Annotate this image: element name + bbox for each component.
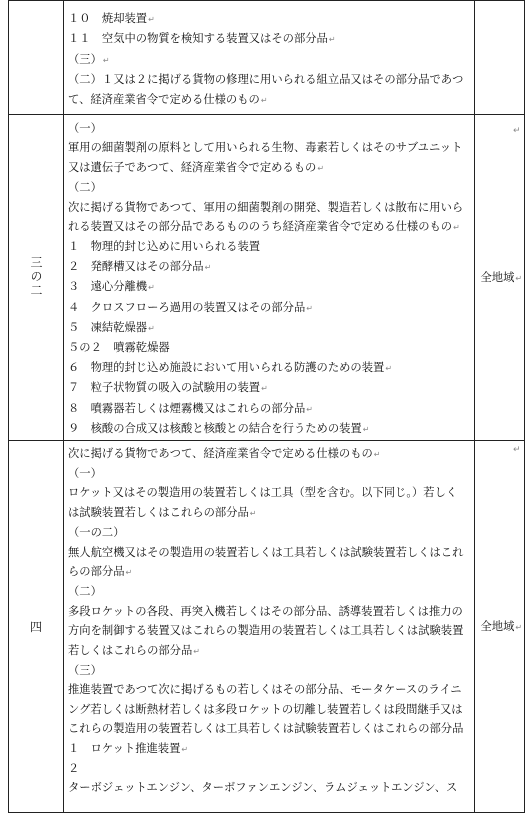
text-line: れる装置又はその部分品であるもののうち経済産業省令で定める仕様のもの↵ [68,220,460,234]
text-line: 方向を制御する装置又はこれらの製造用の装置若しくは工具若しくは試験装置 [68,624,464,638]
paragraph-mark-icon: ↵ [260,95,268,105]
text-line: ５ 凍結乾燥器↵ [68,321,155,335]
paragraph-mark-icon: ↵ [385,363,393,373]
text-line: ４ クロスフローろ過用の装置又はその部分品↵ [68,300,313,314]
text-line: ３ 遠心分離機↵ [68,280,155,294]
paragraph-mark-icon: ↵ [193,646,200,656]
paragraph-mark-icon: ↵ [515,274,523,284]
applicable-region: 全地域↵ [480,620,523,633]
area-cell [474,1,525,115]
text-line: （二）１又は２に掲げる貨物の修理に用いられる組立品又はその部分品であつ [68,73,464,87]
row-number-cell [9,440,64,812]
paragraph-mark-icon: ↵ [362,425,370,435]
text-line: ターボジェットエンジン、ターボファンエンジン、ラムジェットエンジン、ス [68,781,458,795]
text-line: らの部分品↵ [68,564,133,578]
text-line: 推進装置であつて次に掲げるもの若しくはその部分品、モータケースのライニ [68,683,462,697]
text-line: 又は遺伝子であつて、経済産業省令で定めるもの↵ [68,160,325,174]
text-line: ５の２ 噴霧乾燥器 [68,341,170,355]
text-line: ７ 粒子状物質の吸入の試験用の装置↵ [68,381,268,395]
text-line: ロケット又はその製造用の装置若しくは工具（型を含む。以下同じ。）若しく [68,486,458,500]
text-line: ９ 核酸の合成又は核酸と核酸との結合を行うための装置↵ [68,422,370,436]
row-body-cell [64,115,475,441]
paragraph-mark-icon: ↵ [306,404,313,414]
paragraph-mark-icon: ↵ [148,324,155,334]
text-line: （二） [68,585,102,599]
text-line: １ 物理的封じ込めに用いられる装置 [68,240,261,254]
paragraph-mark-icon: ↵ [373,449,381,459]
paragraph-mark-icon: ↵ [306,303,313,313]
paragraph-mark-icon: ↵ [148,283,155,293]
paragraph-mark-icon: ↵ [249,508,257,518]
paragraph-mark-icon: ↵ [317,163,325,173]
text-line: （一の二） [68,526,125,540]
text-line: （一） [68,122,102,135]
text-line: 次に掲げる貨物であつて、経済産業省令で定める仕様のもの↵ [68,446,381,460]
text-line: 多段ロケットの各段、再突入機若しくはその部分品、誘導装置若しくは推力の [68,604,463,618]
text-line: これらの製造用の装置若しくは工具若しくは試験装置若しくはこれらの部分品 [68,722,464,736]
text-line: 次に掲げる貨物であつて、軍用の細菌製剤の開発、製造若しくは散布に用いら [68,200,464,214]
text-line: （一） [68,466,102,480]
text-line: 軍用の細菌製剤の原料として用いられる生物、毒素若しくはそのサブユニット [68,141,463,155]
row-number-cell [9,115,64,441]
text-line: ２ [68,762,80,775]
paragraph-mark-icon: ↵ [453,223,460,233]
text-line: 無人航空機又はその製造用の装置若しくは工具若しくは試験装置若しくはこれ [68,545,464,559]
area-cell [474,115,525,441]
text-line: １０ 焼却装置↵ [68,12,155,25]
text-line: は試験装置若しくはこれらの部分品↵ [68,505,257,519]
table-row [9,1,525,115]
text-line: 若しくはこれらの部分品↵ [68,643,200,657]
paragraph-mark-icon: ↵ [204,262,212,272]
text-line: ６ 物理的封じ込め施設において用いられる防護のための装置↵ [68,360,393,374]
row-number-label: 三の二 [29,256,43,299]
row-end-mark-icon: ↵ [513,445,521,455]
paragraph-mark-icon: ↵ [125,567,133,577]
text-line: ２ 発酵槽又はその部分品↵ [68,259,212,273]
text-line: （三）↵ [68,52,110,66]
paragraph-mark-icon: ↵ [181,744,189,754]
paragraph-mark-icon: ↵ [515,623,523,632]
row-end-mark-icon: ↵ [513,126,521,136]
paragraph-mark-icon: ↵ [261,384,268,394]
text-line: １１ 空気中の物質を検知する装置又はその部分品↵ [68,32,336,46]
text-line: ング若しくは断熱材若しくは多段ロケットの切離し装置若しくは段間継手又は [68,702,463,716]
paragraph-mark-icon: ↵ [328,35,336,45]
text-line: て、経済産業省令で定める仕様のもの↵ [68,92,268,106]
row-number-label: 四 [29,619,42,634]
paragraph-mark-icon: ↵ [102,55,110,65]
applicable-region: 全地域↵ [480,271,523,285]
text-line: ８ 噴霧器若しくは煙霧機又はこれらの部分品↵ [68,401,313,415]
row-body-cell [64,440,475,812]
row-body-cell [64,1,475,115]
text-line: （三） [68,663,102,677]
text-line: （二） [68,181,102,195]
table-row [9,115,525,441]
area-cell [474,440,525,812]
table-row [9,440,525,812]
paragraph-mark-icon: ↵ [148,15,155,24]
export-control-table [8,0,525,813]
row-number-cell [9,1,64,115]
text-line: １ ロケット推進装置↵ [68,741,189,755]
